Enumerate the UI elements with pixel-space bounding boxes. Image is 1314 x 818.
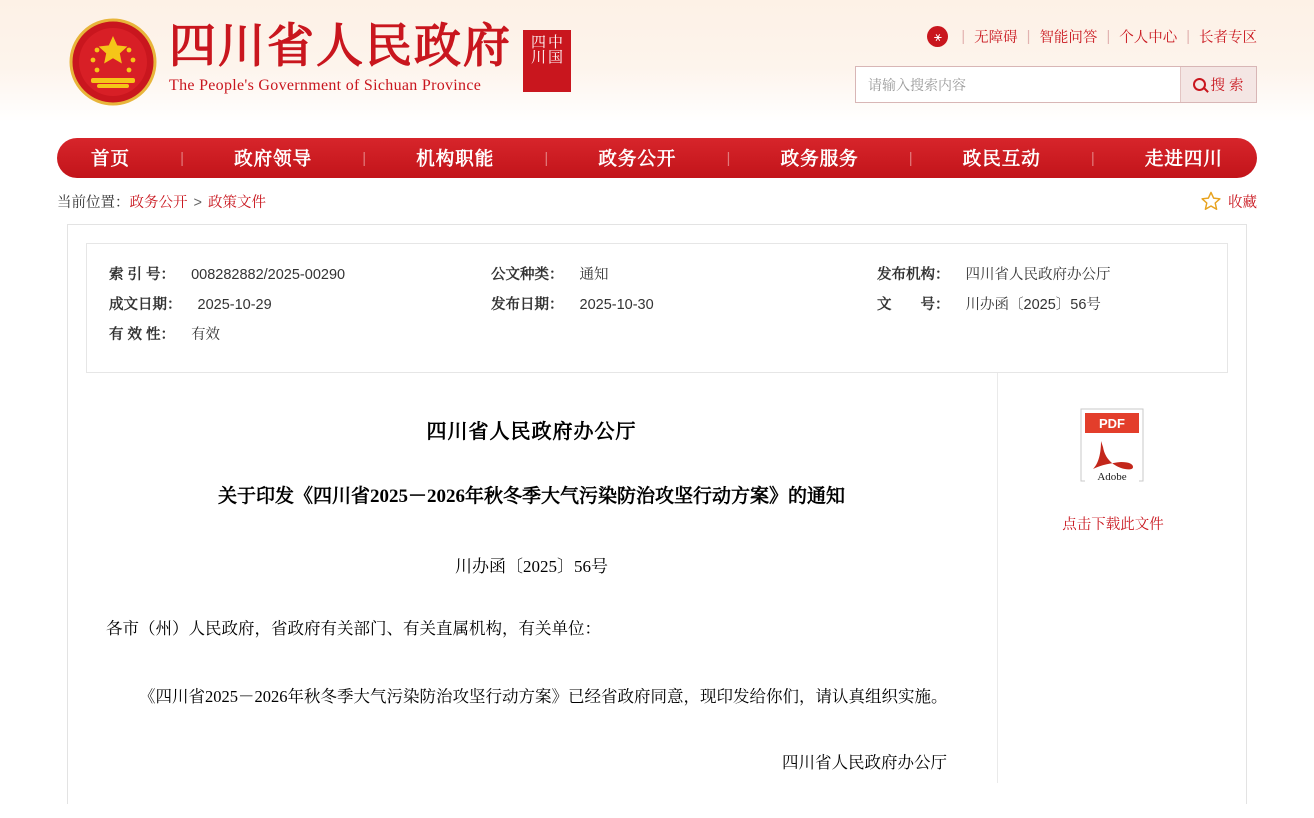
- metadata-row: [109, 260, 1205, 290]
- seal-char-2: 中: [547, 35, 563, 51]
- nav-item-about-sichuan[interactable]: 走进四川: [1144, 148, 1223, 169]
- metadata-row: [109, 320, 1205, 350]
- metadata-row: [109, 290, 1205, 320]
- national-emblem-icon: [67, 16, 159, 108]
- nav-item-home[interactable]: 首页: [91, 148, 131, 169]
- top-link-divider-1: |: [1026, 28, 1031, 45]
- search-icon: [1193, 78, 1206, 91]
- main-nav: [57, 138, 1257, 178]
- metadata-field-validity: [109, 320, 491, 350]
- attachment-panel: [998, 373, 1228, 783]
- nav-divider-5: |: [1090, 149, 1095, 167]
- metadata-label: 发布日期：: [491, 297, 564, 313]
- site-title-en: The People's Government of Sichuan Province: [169, 77, 482, 94]
- search-box: [855, 66, 1257, 103]
- metadata-label: 公文种类：: [491, 267, 564, 283]
- document-issuer: 四川省人民政府办公厅: [426, 421, 637, 443]
- metadata-field-written-date: [109, 290, 491, 320]
- metadata-label: 文 号：: [877, 297, 950, 313]
- metadata-field-document-type: [491, 260, 877, 290]
- star-icon: [1200, 190, 1222, 212]
- document-title: 关于印发《四川省2025－2026年秋冬季大气污染防治攻坚行动方案》的通知: [217, 486, 845, 507]
- favorite-label: 收藏: [1228, 194, 1257, 211]
- nav-divider-1: |: [362, 149, 367, 167]
- top-link-personal-center[interactable]: 个人中心: [1119, 30, 1178, 46]
- document-card: [67, 224, 1247, 804]
- top-links: [927, 26, 1257, 47]
- svg-text:Adobe: Adobe: [1097, 471, 1127, 483]
- top-link-smart-qa[interactable]: 智能问答: [1039, 30, 1098, 46]
- nav-item-government-affairs-disclosure[interactable]: 政务公开: [598, 148, 677, 169]
- metadata-field-index-number: [109, 260, 491, 290]
- metadata-field-empty-1: [491, 320, 877, 350]
- download-file-link[interactable]: 点击下载此文件: [1062, 517, 1164, 533]
- document-text: [86, 373, 998, 783]
- metadata-value: 2025-10-30: [579, 297, 654, 313]
- top-link-accessibility[interactable]: 无障碍: [974, 30, 1018, 46]
- breadcrumb-trail: [57, 191, 266, 212]
- breadcrumb-separator: >: [193, 194, 202, 211]
- site-title-cn: 四川省人民政府: [169, 21, 512, 73]
- metadata-value: 2025-10-29: [197, 297, 272, 313]
- nav-item-public-interaction[interactable]: 政民互动: [962, 148, 1041, 169]
- metadata-field-document-number: [877, 290, 1205, 320]
- nav-divider-3: |: [726, 149, 731, 167]
- breadcrumb: [57, 178, 1257, 224]
- pdf-icon[interactable]: [1071, 407, 1155, 487]
- metadata-label: 有 效 性：: [109, 327, 176, 343]
- top-link-divider-3: |: [1186, 28, 1190, 45]
- metadata-field-issuing-agency: [877, 260, 1205, 290]
- seal-char-1: 四: [530, 35, 546, 51]
- top-link-divider-2: |: [1106, 28, 1111, 45]
- wechat-icon[interactable]: ⚹: [927, 26, 948, 47]
- nav-divider-2: |: [544, 149, 549, 167]
- document-signature: 四川省人民政府办公厅: [782, 753, 947, 772]
- svg-text:PDF: PDF: [1099, 416, 1125, 431]
- nav-item-agency-functions[interactable]: 机构职能: [416, 148, 495, 169]
- top-link-elderly-zone[interactable]: 长者专区: [1199, 30, 1257, 46]
- document-number: 川办函〔2025〕56号: [455, 557, 608, 576]
- favorite-button[interactable]: [1200, 190, 1257, 212]
- seal-char-3: 川: [530, 50, 546, 66]
- document-metadata: [86, 243, 1228, 373]
- metadata-value: 008282882/2025-00290: [191, 267, 346, 283]
- search-input[interactable]: [856, 67, 1180, 102]
- metadata-field-publish-date: [491, 290, 877, 320]
- nav-item-government-leaders[interactable]: 政府领导: [234, 148, 313, 169]
- metadata-label: 索 引 号：: [109, 267, 176, 283]
- document-body: [86, 373, 1228, 783]
- metadata-value: 川办函〔2025〕56号: [965, 297, 1101, 313]
- seal-char-4: 国: [547, 50, 563, 66]
- breadcrumb-prefix: 当前位置：: [57, 194, 130, 211]
- document-salutation: 各市（州）人民政府，省政府有关部门、有关直属机构，有关单位：: [106, 619, 601, 638]
- metadata-value: 四川省人民政府办公厅: [965, 267, 1111, 283]
- search-button-label: 搜 索: [1210, 78, 1244, 94]
- metadata-field-empty-2: [877, 320, 1205, 350]
- metadata-label: 成文日期：: [109, 297, 182, 313]
- nav-item-government-services[interactable]: 政务服务: [780, 148, 859, 169]
- seal-icon: [523, 30, 571, 92]
- site-header: [0, 0, 1314, 122]
- top-link-divider-0: |: [961, 28, 966, 45]
- metadata-label: 发布机构：: [877, 267, 950, 283]
- breadcrumb-item-disclosure[interactable]: 政务公开: [129, 194, 188, 211]
- metadata-value: 有效: [191, 327, 221, 343]
- metadata-value: 通知: [579, 267, 609, 283]
- nav-divider-0: |: [180, 149, 185, 167]
- document-paragraph: 《四川省2025－2026年秋冬季大气污染防治攻坚行动方案》已经省政府同意，现印发给你们，请认真组织实施。: [139, 687, 948, 706]
- site-logo[interactable]: [169, 20, 512, 95]
- breadcrumb-item-policy-documents[interactable]: 政策文件: [207, 194, 266, 211]
- nav-divider-4: |: [908, 149, 913, 167]
- search-button[interactable]: [1180, 67, 1256, 102]
